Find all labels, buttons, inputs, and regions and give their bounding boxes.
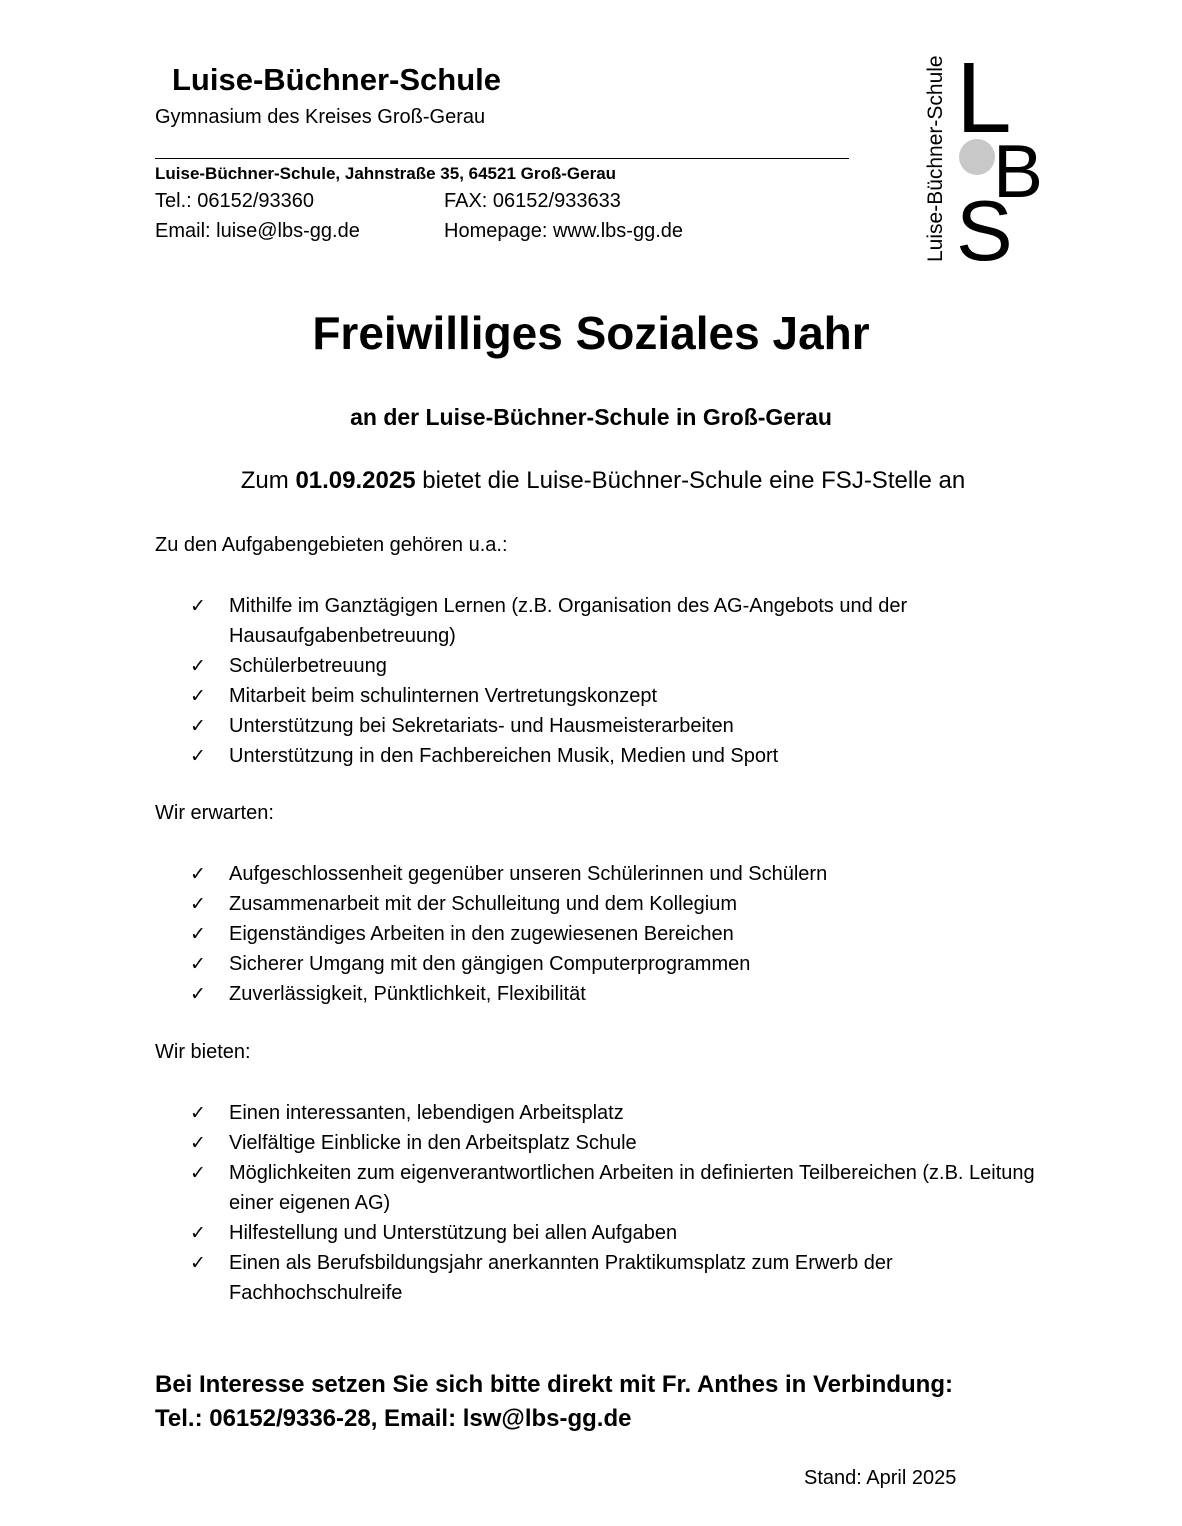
expect-heading: Wir erwarten: (155, 802, 274, 824)
page-title: Freiwilliges Soziales Jahr (312, 307, 870, 359)
list-item (190, 1248, 1040, 1308)
list-item (190, 949, 1040, 979)
list-item (190, 1158, 1040, 1218)
offer-suffix: bietet die Luise-Büchner-Schule eine FSJ-Stelle an (415, 467, 966, 494)
list-item-text: Mithilfe im Ganztägigen Lernen (z.B. Organisation des AG-Angebots und der Hausaufgabenbetreuung) (229, 595, 908, 647)
document-date: Stand: April 2025 (804, 1467, 957, 1489)
list-item-text: Unterstützung bei Sekretariats- und Hausmeisterarbeiten (229, 715, 734, 737)
list-item-text: Unterstützung in den Fachbereichen Musik, Medien und Sport (229, 745, 779, 767)
offer-date: 01.09.2025 (295, 467, 416, 494)
check-icon: ✓ (190, 1132, 206, 1154)
header-divider (155, 158, 849, 159)
list-item-text: Vielfältige Einblicke in den Arbeitsplatz Schule (229, 1132, 637, 1154)
list-item (190, 591, 1040, 651)
list-item-text: Schülerbetreuung (229, 655, 387, 677)
offer-list (190, 1098, 1040, 1308)
check-icon: ✓ (190, 953, 206, 975)
list-item (190, 681, 1040, 711)
list-item-text: Zuverlässigkeit, Pünktlichkeit, Flexibilität (229, 983, 586, 1005)
check-icon: ✓ (190, 745, 206, 767)
school-homepage[interactable]: Homepage: www.lbs-gg.de (444, 220, 684, 242)
list-item (190, 711, 1040, 741)
list-item-text: Aufgeschlossenheit gegenüber unseren Schülerinnen und Schülern (229, 863, 828, 885)
logo-letter-s: S (956, 184, 1013, 267)
school-subtitle: Gymnasium des Kreises Groß-Gerau (155, 106, 486, 128)
list-item-text: Einen interessanten, lebendigen Arbeitsplatz (229, 1102, 624, 1124)
list-item-text: Eigenständiges Arbeiten in den zugewiesenen Bereichen (229, 923, 734, 945)
tasks-heading: Zu den Aufgabengebieten gehören u.a.: (155, 534, 508, 556)
list-item (190, 1128, 1040, 1158)
logo-letter-b: B (993, 129, 1044, 213)
school-fax: FAX: 06152/933633 (444, 190, 621, 212)
check-icon: ✓ (190, 655, 206, 677)
lbs-logo (918, 52, 1058, 267)
check-icon: ✓ (190, 983, 206, 1005)
contact-cta (155, 1368, 953, 1436)
logo-vertical-text: Luise-Büchner-Schule (924, 55, 947, 262)
list-item-text: Einen als Berufsbildungsjahr anerkannten Praktikumsplatz zum Erwerb der Fachhochschulreife (229, 1252, 893, 1304)
page-subtitle: an der Luise-Büchner-Schule in Groß-Gerau (350, 404, 832, 430)
list-item-text: Möglichkeiten zum eigenverantwortlichen Arbeiten in definierten Teilbereichen (z.B. Leitung einer eigenen AG) (229, 1162, 1035, 1214)
list-item (190, 651, 1040, 681)
list-item (190, 1218, 1040, 1248)
tasks-list (190, 591, 1040, 771)
list-item-text: Mitarbeit beim schulinternen Vertretungskonzept (229, 685, 658, 707)
check-icon: ✓ (190, 893, 206, 915)
contact-cta-line2[interactable]: Tel.: 06152/9336-28, Email: lsw@lbs-gg.de (155, 1405, 632, 1432)
list-item (190, 1098, 1040, 1128)
check-icon: ✓ (190, 685, 206, 707)
list-item (190, 889, 1040, 919)
school-name: Luise-Büchner-Schule (172, 62, 501, 97)
list-item-text: Sicherer Umgang mit den gängigen Computerprogrammen (229, 953, 751, 975)
check-icon: ✓ (190, 1222, 206, 1244)
check-icon: ✓ (190, 1252, 206, 1274)
school-address: Luise-Büchner-Schule, Jahnstraße 35, 64521 Groß-Gerau (155, 164, 617, 183)
school-phone: Tel.: 06152/93360 (155, 190, 315, 212)
offer-list-heading: Wir bieten: (155, 1041, 251, 1063)
check-icon: ✓ (190, 1162, 206, 1184)
check-icon: ✓ (190, 715, 206, 737)
list-item-text: Hilfestellung und Unterstützung bei allen Aufgaben (229, 1222, 678, 1244)
check-icon: ✓ (190, 595, 206, 617)
logo-letter-l: L (956, 52, 1012, 154)
contact-cta-line1: Bei Interesse setzen Sie sich bitte direkt mit Fr. Anthes in Verbindung: (155, 1371, 953, 1398)
list-item (190, 919, 1040, 949)
check-icon: ✓ (190, 1102, 206, 1124)
school-email[interactable]: Email: luise@lbs-gg.de (155, 220, 360, 242)
list-item (190, 979, 1040, 1009)
list-item-text: Zusammenarbeit mit der Schulleitung und dem Kollegium (229, 893, 738, 915)
list-item (190, 741, 1040, 771)
offer-prefix: Zum (240, 467, 296, 494)
check-icon: ✓ (190, 863, 206, 885)
check-icon: ✓ (190, 923, 206, 945)
offer-line (0, 467, 1182, 495)
expect-list (190, 859, 1040, 1009)
list-item (190, 859, 1040, 889)
